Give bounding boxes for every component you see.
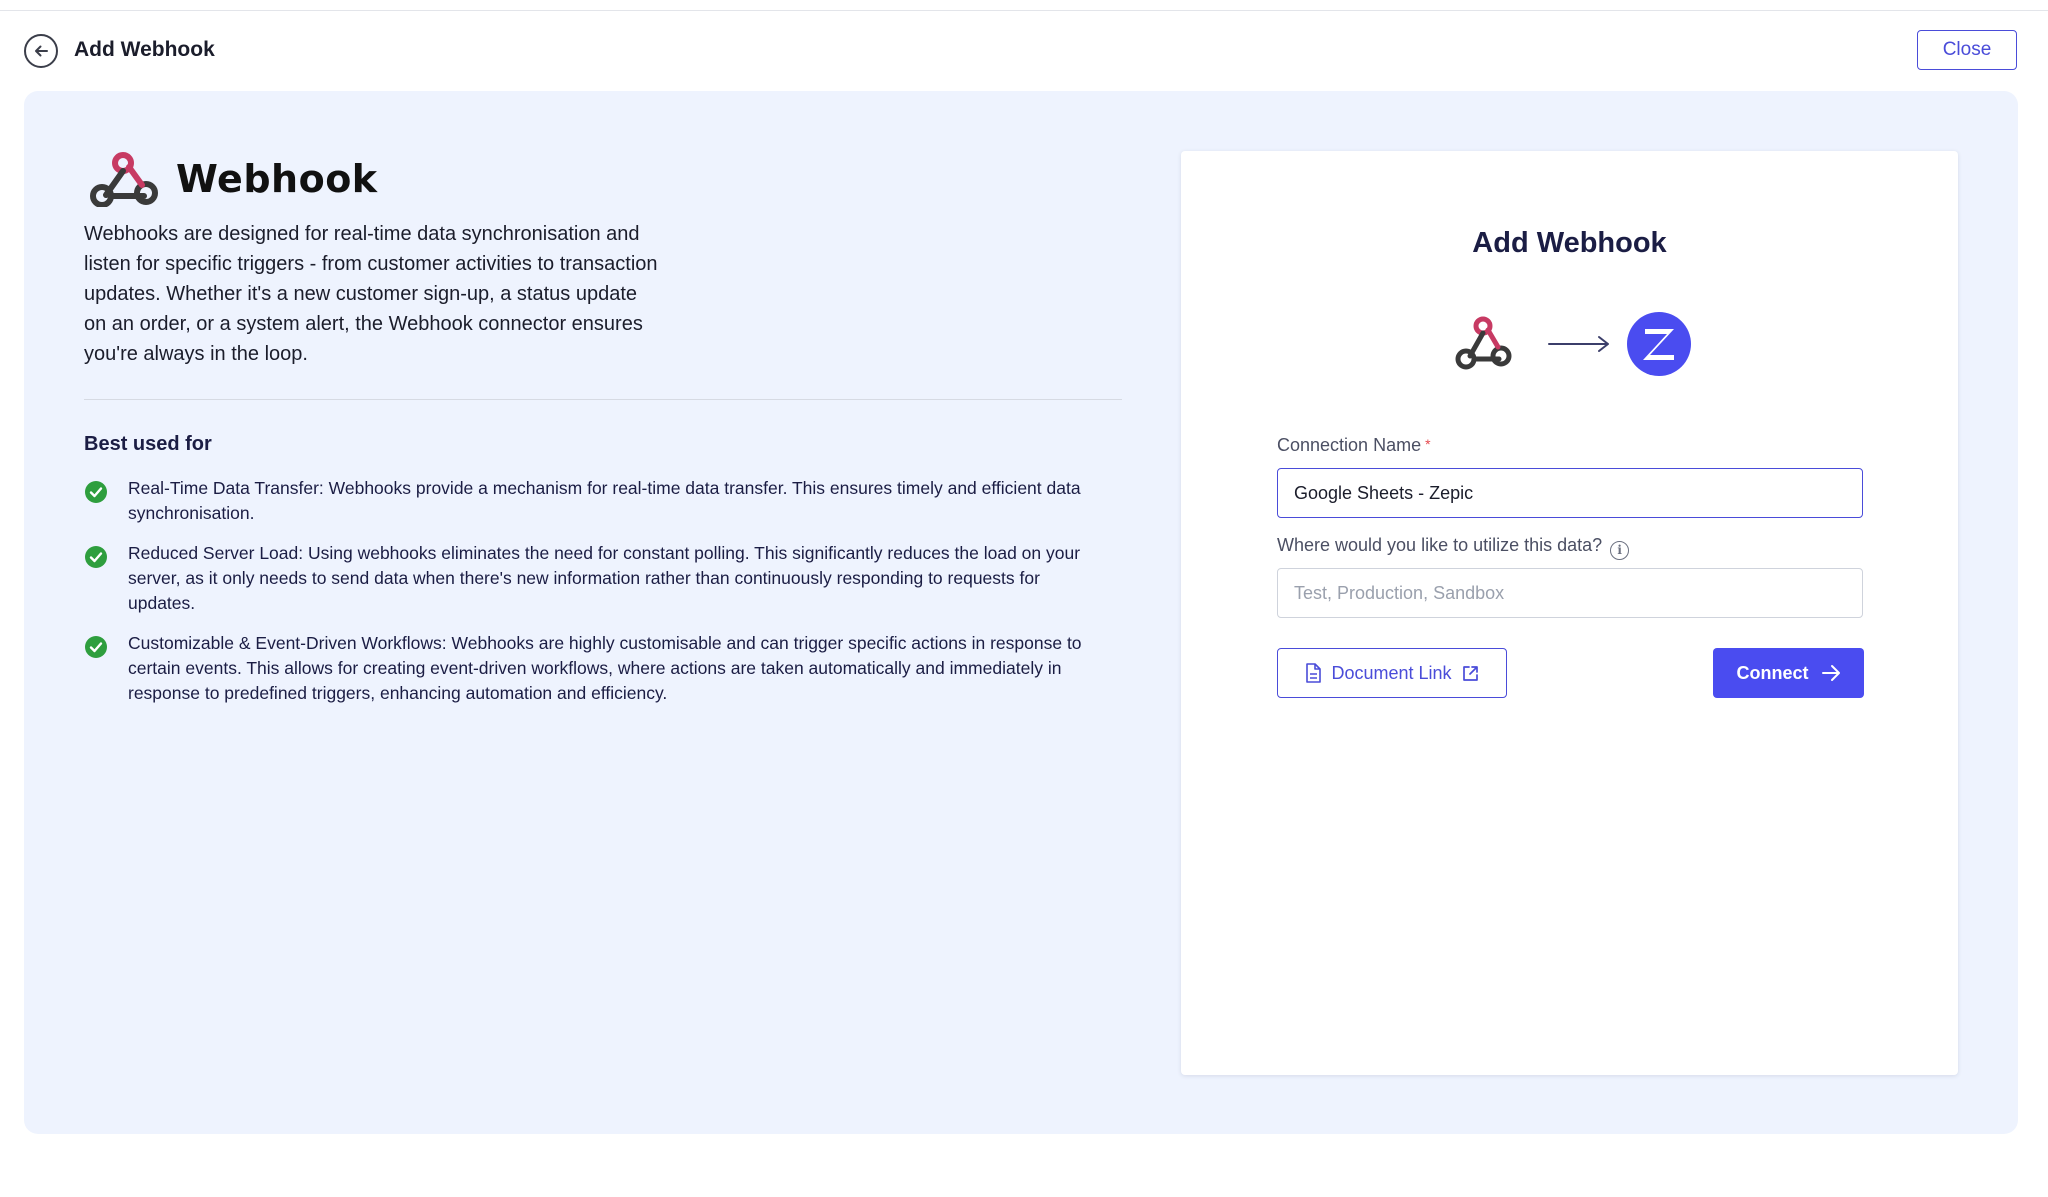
check-circle-icon — [84, 480, 108, 504]
connect-button[interactable] — [1713, 648, 1864, 698]
external-link-icon — [1462, 665, 1479, 682]
env-label — [1277, 535, 1629, 560]
connection-graphic — [1453, 309, 1693, 379]
check-circle-icon — [84, 635, 108, 659]
webhook-icon — [1458, 319, 1509, 367]
list-item — [84, 476, 1124, 526]
close-button[interactable]: Close — [1917, 30, 2017, 70]
connection-name-label-text: Connection Name — [1277, 435, 1422, 455]
intro-description: Webhooks are designed for real-time data synchronisation and listen for specific triggers - from customer activities to transaction updates. Whether it's a new customer sign-up, a status update on an order, or a system alert, the Webhook connector ensures you're always in the loop. — [84, 223, 658, 365]
feature-text: Real-Time Data Transfer: Webhooks provide a mechanism for real-time data transfer. This ensures timely and efficient data synchronisation. — [128, 478, 1081, 523]
env-label-text: Where would you like to utilize this data? — [1277, 535, 1603, 555]
webhook-brand-name: Webhook — [176, 157, 378, 201]
environment-input[interactable] — [1277, 568, 1863, 618]
back-button[interactable] — [24, 34, 58, 68]
page-title: Add Webhook — [74, 38, 215, 61]
feature-text: Reduced Server Load: Using webhooks eliminates the need for constant polling. This significantly reduces the load on your server, as it only needs to send data when there's new information rather than continuously responding to requests for updates. — [128, 543, 1081, 613]
list-item — [84, 541, 1124, 616]
arrow-left-icon — [32, 42, 50, 60]
connection-name-label — [1277, 435, 1431, 456]
webhook-brand — [84, 151, 378, 207]
required-mark: * — [1425, 436, 1431, 452]
webhook-logo-icon — [84, 151, 162, 207]
zepic-logo-icon — [1627, 312, 1691, 376]
document-link-button[interactable] — [1277, 648, 1507, 698]
divider — [84, 399, 1122, 400]
page-header — [0, 12, 2048, 88]
add-webhook-card — [1181, 151, 1958, 1075]
feature-text: Customizable & Event-Driven Workflows: Webhooks are highly customisable and can trigger specific actions in response to certain events. This allows for creating event-driven workflows, where actions are taken automatically and immediately in response to predefined triggers, enhancing automation and efficiency. — [128, 633, 1082, 703]
document-icon — [1305, 663, 1321, 683]
document-link-label: Document Link — [1331, 662, 1452, 683]
feature-list — [84, 476, 1124, 721]
list-item — [84, 631, 1124, 706]
connection-name-input[interactable] — [1277, 468, 1863, 518]
best-used-for-title: Best used for — [84, 433, 212, 455]
check-circle-icon — [84, 545, 108, 569]
arrow-right-icon — [1821, 664, 1841, 682]
main-panel — [24, 91, 2018, 1134]
card-title: Add Webhook — [1472, 227, 1667, 259]
arrow-right-icon — [1549, 337, 1608, 351]
info-icon[interactable]: i — [1610, 541, 1629, 560]
top-border — [0, 0, 2048, 11]
connect-label: Connect — [1736, 662, 1809, 683]
